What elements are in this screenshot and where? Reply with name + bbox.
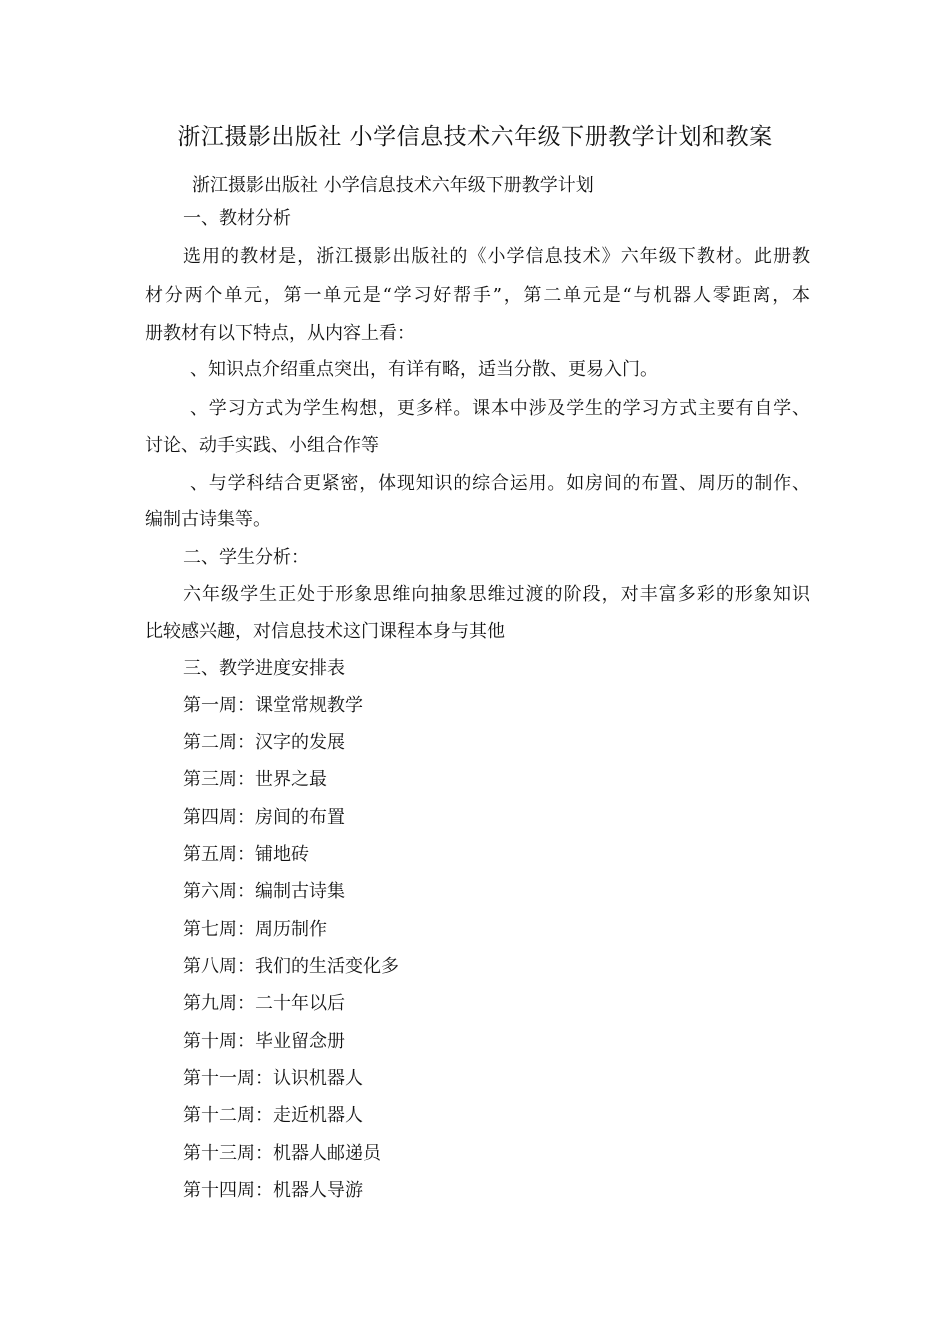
schedule-item: 第二周：汉字的发展 (183, 732, 345, 753)
schedule-item: 第六周：编制古诗集 (183, 881, 345, 902)
schedule-item: 第十二周：走近机器人 (183, 1105, 363, 1126)
feature-point-2-line: 、学习方式为学生构想，更多样。课本中涉及学生的学习方式主要有自学、 (190, 398, 810, 419)
schedule-item: 第十三周：机器人邮递员 (183, 1143, 381, 1164)
schedule-item: 第八周：我们的生活变化多 (183, 956, 399, 977)
schedule-item: 第十周：毕业留念册 (183, 1031, 345, 1052)
schedule-item: 第三周：世界之最 (183, 769, 327, 790)
document-subtitle: 浙江摄影出版社 小学信息技术六年级下册教学计划 (192, 175, 594, 196)
feature-point-3-line: 编制古诗集等。 (145, 509, 271, 530)
document-title: 浙江摄影出版社 小学信息技术六年级下册教学计划和教案 (177, 124, 773, 150)
section-heading-student-analysis: 二、学生分析： (183, 547, 309, 568)
paragraph-line: 册教材有以下特点，从内容上看： (145, 323, 415, 344)
schedule-item: 第十四周：机器人导游 (183, 1180, 363, 1201)
paragraph-line: 比较感兴趣，对信息技术这门课程本身与其他 (145, 621, 505, 642)
schedule-item: 第四周：房间的布置 (183, 807, 345, 828)
schedule-item: 第十一周：认识机器人 (183, 1068, 363, 1089)
feature-point-2-line: 讨论、动手实践、小组合作等 (145, 435, 379, 456)
schedule-item: 第九周：二十年以后 (183, 993, 345, 1014)
paragraph-line: 材分两个单元，第一单元是“学习好帮手”，第二单元是“与机器人零距离，本 (145, 285, 810, 306)
schedule-item: 第五周：铺地砖 (183, 844, 309, 865)
paragraph-line: 六年级学生正处于形象思维向抽象思维过渡的阶段，对丰富多彩的形象知识 (183, 584, 810, 605)
schedule-item: 第七周：周历制作 (183, 919, 327, 940)
section-heading-textbook-analysis: 一、教材分析 (183, 208, 291, 229)
feature-point-1: 、知识点介绍重点突出，有详有略，适当分散、更易入门。 (190, 359, 658, 380)
paragraph-line: 选用的教材是，浙江摄影出版社的《小学信息技术》六年级下教材。此册教 (183, 246, 810, 267)
section-heading-schedule: 三、教学进度安排表 (183, 658, 345, 679)
schedule-item: 第一周：课堂常规教学 (183, 695, 363, 716)
feature-point-3-line: 、与学科结合更紧密，体现知识的综合运用。如房间的布置、周历的制作、 (190, 473, 810, 494)
